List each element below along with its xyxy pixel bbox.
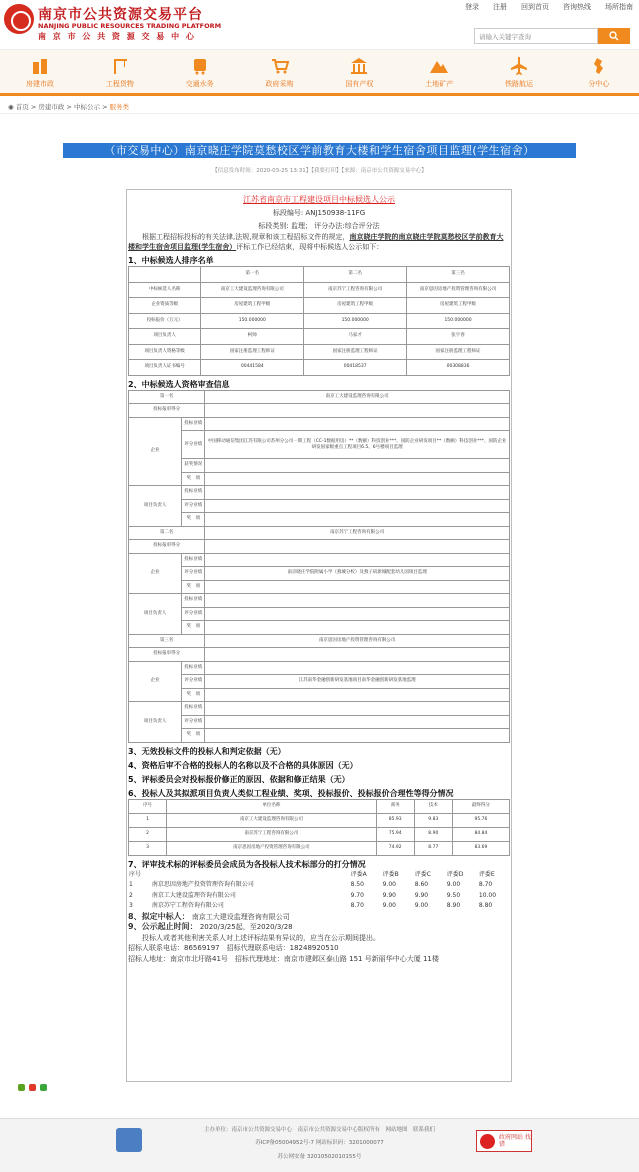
score-cell: 商务: [376, 799, 414, 813]
section-3-heading: 3、无效投标文件的投标人和判定依据（无）: [128, 746, 286, 756]
score-cell: 序号: [129, 799, 167, 813]
jury-row: [128, 891, 510, 902]
nav-housing[interactable]: 房建市政: [12, 50, 68, 93]
bank-icon: [349, 56, 369, 76]
footer-police: 苏公网安备 32010502010155号: [277, 1154, 362, 1160]
ranking-cell: 国家注册监理工程师证: [201, 344, 304, 360]
score-cell: 8.77: [414, 841, 452, 855]
home-link[interactable]: 回到首页: [521, 3, 549, 11]
jury-cell: 2: [129, 891, 133, 899]
score-row: [129, 813, 510, 827]
section-2-heading: 2、中标候选人资格审查信息: [128, 379, 230, 389]
score-cell: 75.94: [376, 827, 414, 841]
jury-cell: 8.70: [350, 902, 364, 910]
ranking-cell: 南京苏宁工程咨询有限公司: [304, 282, 407, 298]
jury-cell: 10.00: [478, 891, 497, 899]
jury-score-table: [128, 870, 510, 912]
map-icon: [589, 56, 609, 76]
ranking-cell: 项目负责人证书编号: [129, 360, 201, 376]
score-cell: 技术: [414, 799, 452, 813]
register-link[interactable]: 注册: [493, 3, 507, 11]
contact-phones: 招标人联系电话：86569197 招标代理联系电话：18248920510: [128, 944, 339, 952]
score-cell: 83.69: [452, 841, 509, 855]
venue-guide-link[interactable]: 场所指南: [605, 3, 633, 11]
jury-cell: 序号: [129, 870, 142, 878]
ranking-row: [129, 344, 510, 360]
score-cell: 南京苏宁工程咨询有限公司: [167, 827, 377, 841]
jury-cell: 南京思因房地产投资管理咨询有限公司: [151, 881, 254, 889]
score-cell: 74.92: [376, 841, 414, 855]
site-footer: [0, 1118, 639, 1172]
ranking-cell: 企业资质等级: [129, 298, 201, 314]
nav-branch-centers[interactable]: 分中心: [571, 50, 627, 93]
jury-cell: 1: [129, 881, 133, 889]
score-cell: 85.93: [376, 813, 414, 827]
ranking-cell: 国家注册监理工程师证: [407, 344, 510, 360]
ranking-cell: 柯帅: [201, 329, 304, 345]
jury-cell: 评委B: [382, 870, 399, 878]
share-qzone-icon[interactable]: [18, 1084, 25, 1091]
score-table: [128, 799, 510, 856]
jury-cell: 9.50: [446, 891, 461, 899]
share-bar: [18, 1084, 47, 1091]
doc-heading: 江苏省南京市工程建设项目中标候选人公示: [243, 195, 395, 204]
jury-cell: 8.50: [350, 881, 364, 889]
ranking-row: [129, 267, 510, 283]
section-6-heading: 6、投标人及其拟派项目负责人类似工程业绩、奖项、投标报价、投标报价合理性等得分情况: [128, 788, 454, 798]
search-button[interactable]: [598, 28, 630, 44]
section-type: 标段类别: 监理； 评分办法:综合评分法: [258, 222, 380, 230]
ranking-cell: 第二名: [304, 267, 407, 283]
jury-cell: 9.00: [446, 881, 461, 889]
ranking-row: [129, 360, 510, 376]
ranking-cell: 南京工大建设监理咨询有限公司: [201, 282, 304, 298]
search-icon: [609, 31, 619, 41]
bus-icon: [190, 56, 210, 76]
ranking-cell: 第三名: [407, 267, 510, 283]
ranking-cell: 150.000000: [407, 313, 510, 329]
crumb-current: 服务类: [109, 103, 130, 111]
jury-cell: 南京苏宁工程咨询有限公司: [151, 902, 224, 910]
ranking-cell: 投标报价（万元）: [129, 313, 201, 329]
candidate-1-name: 南京工大建设监理咨询有限公司: [205, 390, 510, 404]
qualification-table: 第一名 南京工大建设监理咨询有限公司 投标报审得分 企业 投标业绩 评分业绩 中国移动通信集团江苏有限公司苏州分公司一期工程（CC-1数据用房）**（数额）科技创业***、国防企业研发项目**（数额）科技创业***、国防企业研发国家级重点工程项目6.5、6号楼项目监理 获奖情况 奖 项 项目负责人 投标业绩 评分业绩 奖 项 第二名 南京苏宁工程咨询有限公司 投标报审得分 企业 投标业绩 评分业绩 南京晓庄学院附属小学（燕城分校）及燕子矶新城配套幼儿园项目监理 奖 项 项目负责人 投标业绩 评分业绩 奖 项 第三名 南京思因房地产投资管理咨询有限公司 投标报审得分 企业 投标业绩 评分业绩 江苏南华金融创新研发基地项目南华金融创新研发基地监理 奖 项 项目负责人 投标业绩 评分业绩 奖 项: [128, 390, 510, 743]
ranking-cell: [129, 267, 201, 283]
jury-cell: 8.90: [446, 902, 461, 910]
ranking-cell: 项目负责人: [129, 329, 201, 345]
score-cell: 2: [129, 827, 167, 841]
building-icon: [30, 56, 50, 76]
score-cell: 最终得分: [452, 799, 509, 813]
section-4-heading: 4、资格后审不合格的投标人的名称以及不合格的具体原因（无）: [128, 760, 358, 770]
objection-note: 投标人或者其他利害关系人对上述评标结果有异议的，应当在公示期间提出。: [142, 933, 380, 942]
nav-engineering-goods[interactable]: 工程货物: [92, 50, 148, 93]
site-logo-icon[interactable]: [4, 4, 34, 34]
jury-cell: 8.60: [414, 881, 429, 889]
jury-cell: 评委A: [350, 870, 367, 878]
ranking-cell: 00308836: [407, 360, 510, 376]
breadcrumb: ◉ 首页 > 房建市政 > 中标公示 > 服务类: [0, 96, 639, 114]
score-cell: 1: [129, 813, 167, 827]
score-row: [129, 827, 510, 841]
ranking-cell: 张宇春: [407, 329, 510, 345]
nav-railway-aviation[interactable]: 铁路航运: [491, 50, 547, 93]
ranking-cell: 房屋建筑工程甲级: [304, 298, 407, 314]
login-link[interactable]: 登录: [465, 3, 479, 11]
crane-icon: [110, 56, 130, 76]
score-row: [129, 841, 510, 855]
ranking-cell: 国家注册监理工程师证: [304, 344, 407, 360]
ranking-cell: 150.000000: [304, 313, 407, 329]
ranking-row: [129, 329, 510, 345]
share-weibo-icon[interactable]: [29, 1084, 36, 1091]
nav-state-property[interactable]: 国有产权: [331, 50, 387, 93]
page-title: （市交易中心）南京晓庄学院莫愁校区学前教育大楼和学生宿舍项目监理(学生宿舍）: [63, 143, 576, 158]
gov-site-error-badge[interactable]: 政府网站 找错: [476, 1130, 532, 1152]
jury-cell: 9.00: [382, 881, 396, 889]
ranking-cell: 南京思因房地产投资管理咨询有限公司: [407, 282, 510, 298]
nav-traffic-water[interactable]: 交通水务: [172, 50, 228, 93]
page-meta: 【信息发布时间：2020-03-25 13:31】【我要打印】【来源：南京市公共资源交易中心】: [212, 168, 427, 174]
jury-cell: 8.70: [478, 881, 493, 889]
crumb-home[interactable]: 首页: [15, 103, 29, 111]
hotline-link[interactable]: 咨询热线: [563, 3, 591, 11]
candidate-2-perf: 南京晓庄学院附属小学（燕城分校）及燕子矶新城配套幼儿园项目监理: [205, 567, 510, 581]
candidate-1-perf: 中国移动通信集团江苏有限公司苏州分公司一期工程（CC-1数据用房）**（数额）科技创业***、国防企业研发项目**（数额）科技创业***、国防企业研发国家级重点工程项目6.5、6号楼项目监理: [205, 431, 510, 459]
doc-footer: [128, 912, 510, 965]
intro-paragraph: 根据工程招标投标的有关法律,法规,规章和该工程招标文件的规定，南京晓庄学院的南京晓庄学院莫愁校区学前教育大楼和学生宿舍项目监理(学生宿舍）评标工作已经结束，现将中标候选人公示如下：: [128, 233, 504, 251]
jury-cell: 9.90: [414, 891, 429, 899]
ranking-row: [129, 298, 510, 314]
jury-row: [128, 880, 510, 891]
proposed-winner: 8、拟定中标人： 南京工大建设监理咨询有限公司: [128, 911, 290, 921]
score-cell: 8.90: [414, 827, 452, 841]
section-1-heading: 1、中标候选人排序名单: [128, 256, 214, 265]
top-links: [465, 2, 633, 12]
ranking-cell: 马家才: [304, 329, 407, 345]
jury-cell: 9.90: [382, 891, 396, 899]
site-subtitle: 南 京 市 公 共 资 源 交 易 中 心: [38, 32, 196, 41]
ranking-cell: 150.000000: [201, 313, 304, 329]
mountain-icon: [429, 56, 449, 76]
site-title[interactable]: 南京市公共资源交易平台: [38, 7, 203, 23]
nav-government-procurement[interactable]: 政府采购: [252, 50, 308, 93]
score-cell: 95.76: [452, 813, 509, 827]
addresses: 招标人地址：南京市北圩路41号 招标代理地址：南京市建邺区泰山路 151 号新丽华中心大厦 11楼: [128, 954, 439, 963]
nav-land-minerals[interactable]: 土地矿产: [411, 50, 467, 93]
jury-row: [128, 870, 510, 881]
footer-icp: 苏ICP备05004952号-7 网站标识码：3201000077: [255, 1140, 384, 1146]
site-title-en: NANJING PUBLIC RESOURCES TRADING PLATFORM: [38, 22, 222, 30]
publicity-period: 9、公示起止时间： 2020/3/25起，至2020/3/28: [128, 922, 293, 931]
section-5-heading: 5、评标委员会对投标报价修正的原因、依据和修正结果（无）: [128, 774, 350, 784]
candidate-3-name: 南京思因房地产投资管理咨询有限公司: [205, 634, 510, 648]
home-icon: ◉: [8, 103, 16, 111]
candidate-3-perf: 江苏南华金融创新研发基地项目南华金融创新研发基地监理: [205, 675, 510, 689]
ranking-cell: 中标候选人名称: [129, 282, 201, 298]
candidate-2-name: 南京苏宁工程咨询有限公司: [205, 526, 510, 540]
jury-cell: 8.80: [478, 902, 493, 910]
main-nav: [0, 50, 639, 96]
share-wechat-icon[interactable]: [40, 1084, 47, 1091]
jury-row: [128, 901, 510, 912]
cart-icon: [270, 56, 290, 76]
score-row: [129, 799, 510, 813]
search-input[interactable]: 请输入关键字查询: [474, 28, 598, 44]
jury-cell: 9.00: [414, 902, 429, 910]
section-number: 标段编号: ANJ150938-11FG: [272, 209, 366, 217]
crumb-award[interactable]: 中标公示: [73, 103, 100, 111]
candidate-ranking-table: [128, 266, 510, 376]
ranking-cell: 房屋建筑工程甲级: [201, 298, 304, 314]
score-cell: 单位名称: [167, 799, 377, 813]
score-cell: 南京思因房地产投资管理咨询有限公司: [167, 841, 377, 855]
jury-cell: 南京工大建设监理咨询有限公司: [151, 891, 236, 899]
section-7-heading: 7、评审技术标的评标委员会成员为各投标人技术标部分的打分情况: [128, 859, 366, 869]
score-cell: 南京工大建设监理咨询有限公司: [167, 813, 377, 827]
score-cell: 84.84: [452, 827, 509, 841]
airplane-icon: [509, 56, 529, 76]
score-cell: 3: [129, 841, 167, 855]
ranking-cell: 00418537: [304, 360, 407, 376]
ranking-cell: 00441584: [201, 360, 304, 376]
ranking-cell: 房屋建筑工程甲级: [407, 298, 510, 314]
jury-cell: [151, 870, 350, 881]
ranking-cell: 项目负责人资格等级: [129, 344, 201, 360]
announcement-document: [126, 189, 512, 1082]
jury-cell: 评委D: [446, 870, 464, 878]
top-header: [0, 0, 639, 50]
jury-cell: 9.00: [382, 902, 396, 910]
ranking-row: [129, 282, 510, 298]
score-cell: 9.83: [414, 813, 452, 827]
footer-host: 主办单位：南京市公共资源交易中心 南京市公共资源交易中心版权所有 网站地图 联系我们: [203, 1127, 435, 1133]
jury-cell: 评委E: [478, 870, 495, 878]
jury-cell: 评委C: [414, 870, 431, 878]
ranking-cell: 第一名: [201, 267, 304, 283]
ranking-row: [129, 313, 510, 329]
jury-cell: 9.70: [350, 891, 364, 899]
crumb-housing[interactable]: 房建市政: [38, 103, 65, 111]
jury-cell: 3: [129, 902, 133, 910]
